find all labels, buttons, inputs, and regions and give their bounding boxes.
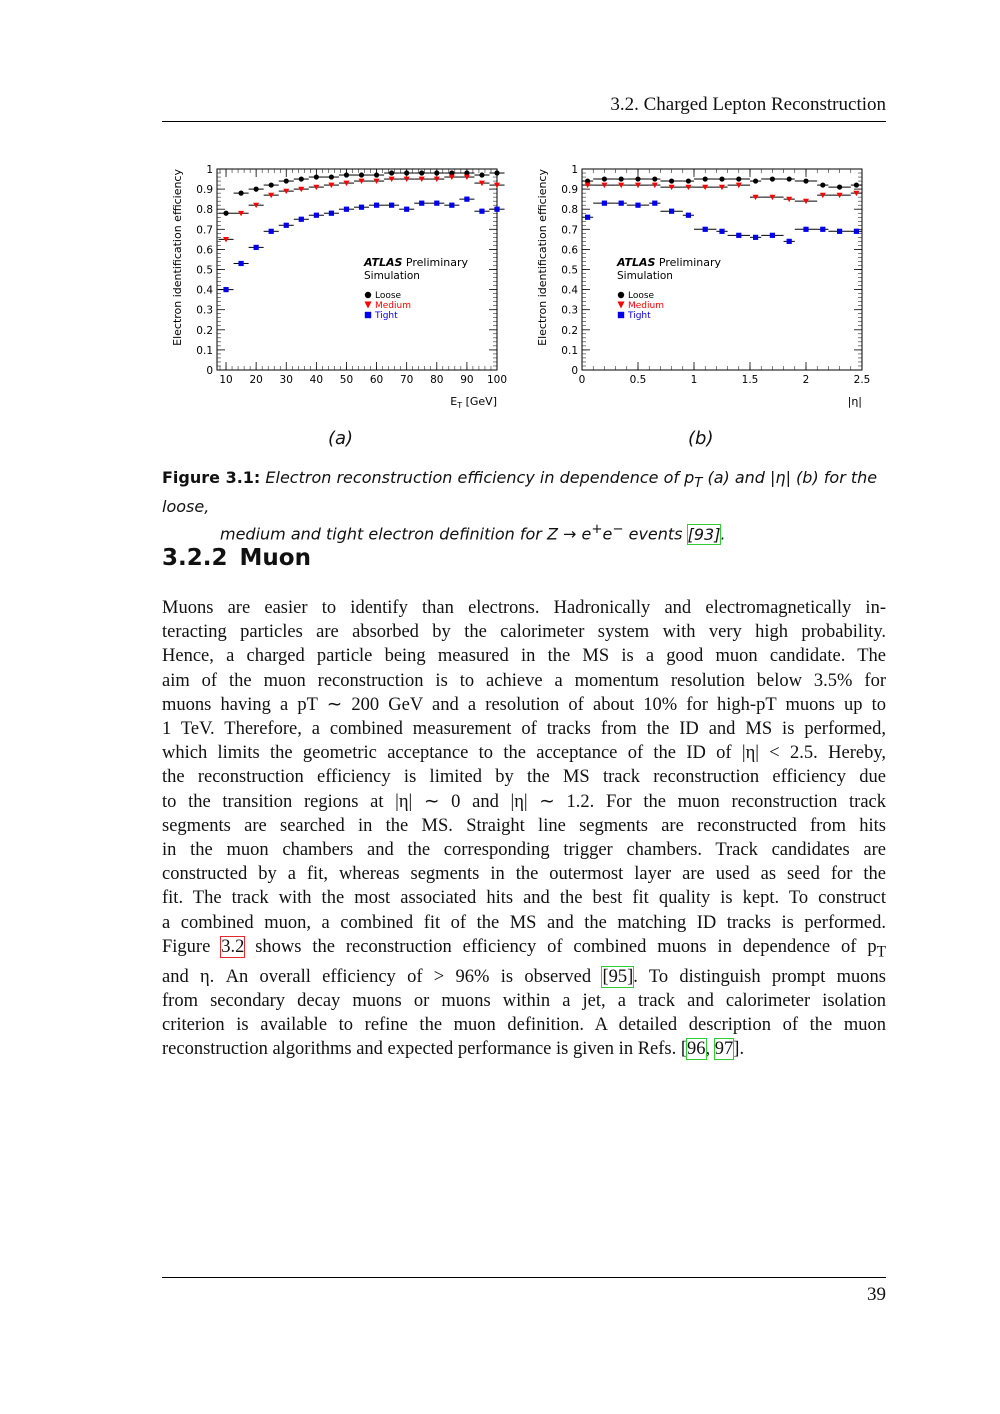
body-line: 1 TeV. Therefore, a combined measurement of tracks from the ID and MS is performed, xyxy=(162,719,886,740)
body-text-fragment: and η. An overall efficiency of > 96% is observed xyxy=(162,966,603,987)
data-point-loose xyxy=(344,172,349,177)
data-point-loose xyxy=(703,176,708,181)
data-point-tight xyxy=(787,239,792,244)
caption-text-2: medium and tight electron definition for Z → e xyxy=(220,524,592,544)
legend-label-medium: Medium xyxy=(628,301,664,311)
data-point-tight xyxy=(284,223,289,228)
x-tick-label: 70 xyxy=(399,374,414,386)
caption-text-2-e: e xyxy=(602,524,613,544)
citation-link-96[interactable]: 96 xyxy=(687,1039,706,1060)
data-point-tight xyxy=(269,229,274,234)
y-tick-label: 0.7 xyxy=(561,224,578,237)
efficiency-vs-eta-plot xyxy=(530,160,875,410)
legend-label-loose: Loose xyxy=(628,291,655,301)
caption-text-2-rest: events xyxy=(623,524,688,544)
legend-label-tight: Tight xyxy=(628,311,651,321)
y-tick-label: 0 xyxy=(206,365,213,377)
data-point-loose xyxy=(238,191,243,196)
body-line: a combined muon, a combined fit of the MS and the matching ID tracks is performed. xyxy=(162,912,886,933)
citation-link-93[interactable]: [93] xyxy=(687,524,721,544)
data-point-tight xyxy=(770,233,775,238)
data-point-loose xyxy=(314,174,319,179)
legend-marker-tight xyxy=(618,312,624,318)
legend-marker-tight xyxy=(365,312,371,318)
data-point-loose xyxy=(753,178,758,183)
figure-panel-a xyxy=(165,160,510,410)
data-point-tight xyxy=(329,211,334,216)
data-point-tight xyxy=(820,227,825,232)
legend-marker-medium xyxy=(618,302,625,309)
y-tick-label: 0.4 xyxy=(196,284,213,297)
y-tick-label: 0.3 xyxy=(561,304,578,317)
data-point-loose xyxy=(359,172,364,177)
data-point-loose xyxy=(419,170,424,175)
figure-panel-b xyxy=(530,160,875,410)
data-point-loose xyxy=(803,178,808,183)
data-point-tight xyxy=(719,229,724,234)
legend-label-loose: Loose xyxy=(375,291,402,301)
simulation-label: Simulation xyxy=(364,270,420,282)
page-number: 39 xyxy=(867,1284,886,1305)
y-tick-label: 0.8 xyxy=(196,204,213,217)
y-tick-label: 0.9 xyxy=(196,184,213,197)
x-tick-label: 10 xyxy=(219,374,233,386)
data-point-loose xyxy=(299,176,304,181)
data-point-tight xyxy=(344,207,349,212)
legend-label-medium: Medium xyxy=(375,301,411,311)
body-line: segments are searched in the MS. Straight line segments are reconstructed from hits xyxy=(162,815,886,836)
data-point-loose xyxy=(284,178,289,183)
data-point-loose xyxy=(619,176,624,181)
caption-end: . xyxy=(720,524,726,544)
y-tick-label: 0.5 xyxy=(196,264,213,277)
body-text-fragment: reconstruction algorithms and expected performance is given in Refs. [ xyxy=(162,1039,688,1060)
plot-frame xyxy=(217,169,497,370)
series-tight xyxy=(582,201,862,244)
data-point-tight xyxy=(223,287,228,292)
data-point-tight xyxy=(254,245,259,250)
data-point-tight xyxy=(602,201,607,206)
y-tick-label: 0.1 xyxy=(196,344,213,357)
data-point-tight xyxy=(837,229,842,234)
x-tick-label: 2 xyxy=(802,374,810,386)
x-tick-label: 20 xyxy=(249,374,263,386)
data-point-loose xyxy=(329,174,334,179)
body-subscript-t: T xyxy=(876,943,886,961)
body-text-fragment: Figure xyxy=(162,936,222,957)
data-point-tight xyxy=(404,207,409,212)
data-point-loose xyxy=(669,178,674,183)
data-point-loose xyxy=(434,170,439,175)
x-axis-title: |η| xyxy=(847,395,862,408)
y-tick-label: 0 xyxy=(571,365,578,377)
body-paragraph xyxy=(162,596,886,1062)
body-line: which limits the geometric acceptance to the acceptance of the ID of |η| < 2.5. Hereby, xyxy=(162,743,886,764)
data-point-loose xyxy=(787,176,792,181)
data-point-tight xyxy=(585,215,590,220)
body-line: in the muon chambers and the corresponding trigger chambers. Track candidates are xyxy=(162,840,886,861)
x-tick-label: 80 xyxy=(430,374,444,386)
x-tick-label: 50 xyxy=(339,374,354,386)
x-tick-label: 0.5 xyxy=(629,374,647,386)
data-point-tight xyxy=(464,197,469,202)
legend-label-tight: Tight xyxy=(375,311,398,321)
data-point-tight xyxy=(389,203,394,208)
body-line xyxy=(162,1037,886,1061)
caption-sup-minus: − xyxy=(612,522,624,538)
data-point-tight xyxy=(449,203,454,208)
y-tick-label: 0.4 xyxy=(561,284,578,297)
body-line xyxy=(162,935,886,965)
x-tick-label: 100 xyxy=(486,374,508,386)
caption-text-1-rest: (a) and |η| (b) for the loose, xyxy=(162,468,878,517)
y-tick-label: 1 xyxy=(571,164,578,176)
legend-marker-loose xyxy=(618,292,624,298)
y-tick-label: 0.8 xyxy=(561,204,578,217)
data-point-tight xyxy=(635,203,640,208)
body-line: muons having a pT ∼ 200 GeV and a resolution of about 10% for high-pT muons up to xyxy=(162,694,886,715)
body-line: Hence, a charged particle being measured in the MS is a good muon candidate. The xyxy=(162,646,886,667)
x-axis-title: $E_T$ [GeV] xyxy=(450,395,497,410)
section-title: Muon xyxy=(239,545,311,571)
body-line: the reconstruction efficiency is limited by the MS track reconstruction efficiency due xyxy=(162,767,886,788)
data-point-loose xyxy=(770,176,775,181)
data-point-loose xyxy=(269,182,274,187)
data-point-loose xyxy=(719,176,724,181)
body-text-fragment: , xyxy=(705,1039,715,1060)
body-line: aim of the muon reconstruction is to achieve a momentum resolution below 3.5% for xyxy=(162,670,886,691)
body-line: Muons are easier to identify than electrons. Hadronically and electromagnetically in- xyxy=(162,598,886,618)
body-line xyxy=(162,965,886,989)
y-axis-title: Electron identification efficiency xyxy=(536,169,549,346)
body-line: fit. The track with the most associated hits and the best fit quality is kept. To construct xyxy=(162,888,886,909)
subfigure-label-a: (a) xyxy=(328,428,354,449)
data-point-loose xyxy=(602,176,607,181)
data-point-tight xyxy=(703,227,708,232)
footer-rule xyxy=(162,1277,886,1278)
header-rule xyxy=(162,121,886,122)
data-point-tight xyxy=(434,201,439,206)
data-point-loose xyxy=(736,176,741,181)
caption-label: Figure 3.1: xyxy=(162,468,261,487)
subfigure-label-b: (b) xyxy=(688,428,714,449)
efficiency-vs-et-plot xyxy=(165,160,510,410)
data-point-loose xyxy=(652,176,657,181)
data-point-loose xyxy=(223,211,228,216)
data-point-loose xyxy=(389,170,394,175)
body-text-fragment: ]. xyxy=(733,1039,745,1060)
x-tick-label: 90 xyxy=(460,374,474,386)
x-tick-label: 0 xyxy=(578,374,586,386)
data-point-loose xyxy=(820,182,825,187)
body-line: from secondary decay muons or muons within a jet, a track and calorimeter isolation xyxy=(162,990,886,1011)
data-point-tight xyxy=(299,217,304,222)
body-line: criterion is available to refine the muon definition. A detailed description of the muon xyxy=(162,1015,886,1036)
data-point-tight xyxy=(419,201,424,206)
atlas-label: ATLAS Preliminary xyxy=(617,256,722,269)
citation-link-97[interactable]: 97 xyxy=(714,1039,734,1060)
body-text-fragment: shows the reconstruction efficiency of combined muons in dependence of p xyxy=(244,936,877,957)
x-tick-label: 40 xyxy=(309,374,324,386)
data-point-tight xyxy=(314,213,319,218)
atlas-label: ATLAS Preliminary xyxy=(364,256,469,269)
data-point-tight xyxy=(359,205,364,210)
series-medium xyxy=(582,183,862,204)
data-point-tight xyxy=(652,201,657,206)
simulation-label: Simulation xyxy=(617,270,673,282)
y-axis-title: Electron identification efficiency xyxy=(171,169,184,346)
data-point-tight xyxy=(803,227,808,232)
body-line: to the transition regions at |η| ∼ 0 and |η| ∼ 1.2. For the muon reconstruction track xyxy=(162,791,886,812)
data-point-loose xyxy=(479,172,484,177)
caption-sup-plus: + xyxy=(591,522,603,538)
section-heading xyxy=(162,545,311,571)
running-header: 3.2. Charged Lepton Reconstruction xyxy=(610,94,886,115)
data-point-loose xyxy=(854,182,859,187)
data-point-loose xyxy=(494,170,499,175)
y-tick-label: 0.6 xyxy=(561,244,578,257)
y-tick-label: 0.6 xyxy=(196,244,213,257)
citation-link-95[interactable]: [95] xyxy=(602,966,634,987)
x-tick-label: 60 xyxy=(369,374,384,386)
data-point-tight xyxy=(479,209,484,214)
figure-ref-link-3-2[interactable]: 3.2 xyxy=(221,936,245,957)
data-point-loose xyxy=(635,176,640,181)
caption-sub-t: T xyxy=(694,476,703,492)
body-line: teracting particles are absorbed by the calorimeter system with very high probability. xyxy=(162,622,886,643)
section-number: 3.2.2 xyxy=(162,545,228,571)
y-tick-label: 0.3 xyxy=(196,304,213,317)
data-point-tight xyxy=(686,213,691,218)
data-point-loose xyxy=(374,172,379,177)
data-point-tight xyxy=(736,233,741,238)
data-point-tight xyxy=(854,229,859,234)
series-tight xyxy=(219,197,505,293)
x-tick-label: 30 xyxy=(279,374,293,386)
y-tick-label: 0.9 xyxy=(561,184,578,197)
x-tick-label: 1 xyxy=(690,374,698,386)
data-point-tight xyxy=(619,201,624,206)
figure-caption xyxy=(162,466,892,546)
data-point-tight xyxy=(374,203,379,208)
body-line: constructed by a fit, whereas segments in the outermost layer are used as seed for the xyxy=(162,864,886,885)
data-point-loose xyxy=(404,170,409,175)
y-tick-label: 0.7 xyxy=(196,224,213,237)
x-tick-label: 2.5 xyxy=(853,374,871,386)
data-point-loose xyxy=(254,187,259,192)
y-tick-label: 0.2 xyxy=(196,324,213,337)
y-tick-label: 1 xyxy=(206,164,213,176)
x-tick-label: 1.5 xyxy=(741,374,759,386)
data-point-tight xyxy=(669,209,674,214)
data-point-tight xyxy=(494,207,499,212)
legend-marker-loose xyxy=(365,292,371,298)
data-point-loose xyxy=(837,184,842,189)
body-text-fragment: . To distinguish prompt muons xyxy=(633,966,886,987)
y-tick-label: 0.5 xyxy=(561,264,578,277)
y-tick-label: 0.2 xyxy=(561,324,578,337)
legend-marker-medium xyxy=(365,302,372,309)
data-point-loose xyxy=(686,178,691,183)
y-tick-label: 0.1 xyxy=(561,344,578,357)
caption-text-1: Electron reconstruction efficiency in dependence of p xyxy=(265,468,695,487)
data-point-tight xyxy=(753,235,758,240)
data-point-tight xyxy=(238,261,243,266)
